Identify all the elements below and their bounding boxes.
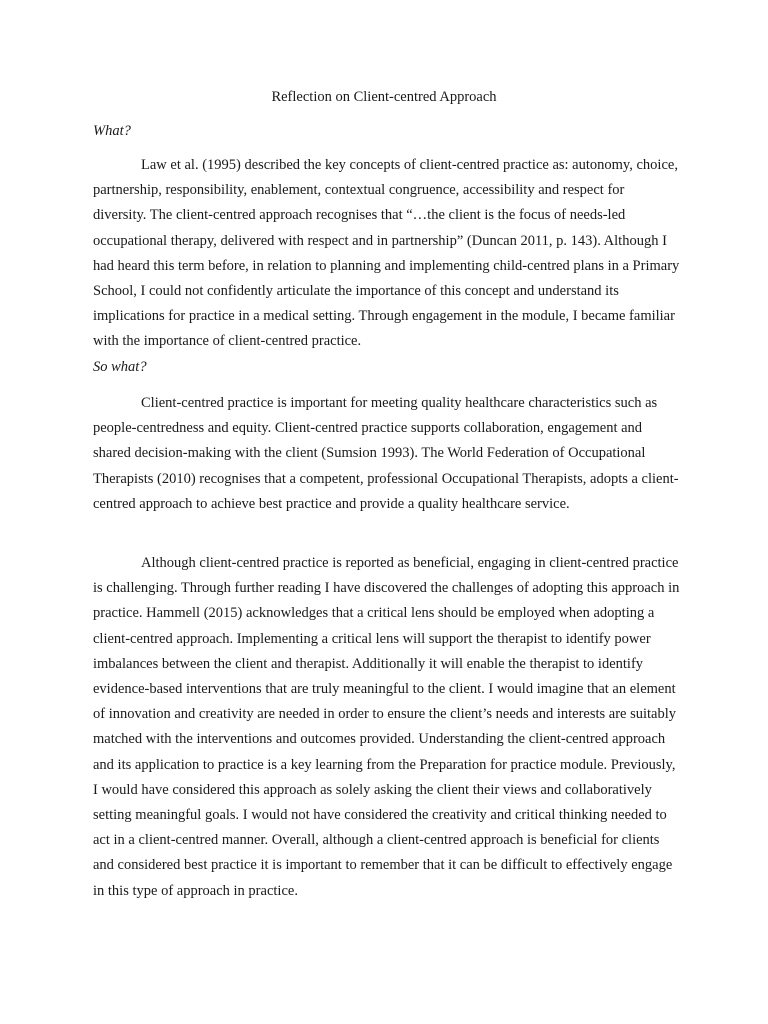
- paragraph-so-what-2: Although client-centred practice is reported as beneficial, engaging in client-centred practice is challenging. Through further reading I have discovered the challenges of adopting this approach in practice. Hammell (2015) acknowledges that a critical lens should be employed when adopting a client-centred approach. Implementing a critical lens will support the therapist to identify power imbalances between the client and therapist. Additionally it will enable the therapist to identify evidence-based interventions that are truly meaningful to the client. I would imagine that an element of innovation and creativity are needed in order to ensure the client’s needs and interests are suitably matched with the interventions and outcomes provided. Understanding the client-centred approach and its application to practice is a key learning from the Preparation for practice module. Previously, I would have considered this approach as solely asking the client their views and collaboratively setting meaningful goals. I would not have considered the creativity and critical thinking needed to act in a client-centred manner. Overall, although a client-centred approach is beneficial for clients and considered best practice it is important to remember that it can be difficult to effectively engage in this type of approach in practice.: [93, 555, 680, 899]
- section-heading-so-what: So what?: [93, 359, 147, 375]
- document-title: Reflection on Client-centred Approach: [271, 89, 497, 105]
- section-heading-what: What?: [93, 123, 131, 139]
- paragraph-what: Law et al. (1995) described the key concepts of client-centred practice as: autonomy, choice, partnership, responsibility, enablement, contextual congruence, accessibility and respect for diversity. The client-centred approach recognises that “…the client is the focus of needs-led occupational therapy, delivered with respect and in partnership” (Duncan 2011, p. 143). Although I had heard this term before, in relation to planning and implementing child-centred plans in a Primary School, I could not confidently articulate the importance of this concept and understand its implications for practice in a medical setting. Through engagement in the module, I became familiar with the importance of client-centred practice.: [93, 157, 680, 350]
- paragraph-so-what-1: Client-centred practice is important for meeting quality healthcare characteristics such as people-centredness and equity. Client-centred practice supports collaboration, engagement and shared decision-making with the client (Sumsion 1993). The World Federation of Occupational Therapists (2010) recognises that a competent, professional Occupational Therapists, adopts a client-centred approach to achieve best practice and provide a quality healthcare service.: [93, 395, 679, 512]
